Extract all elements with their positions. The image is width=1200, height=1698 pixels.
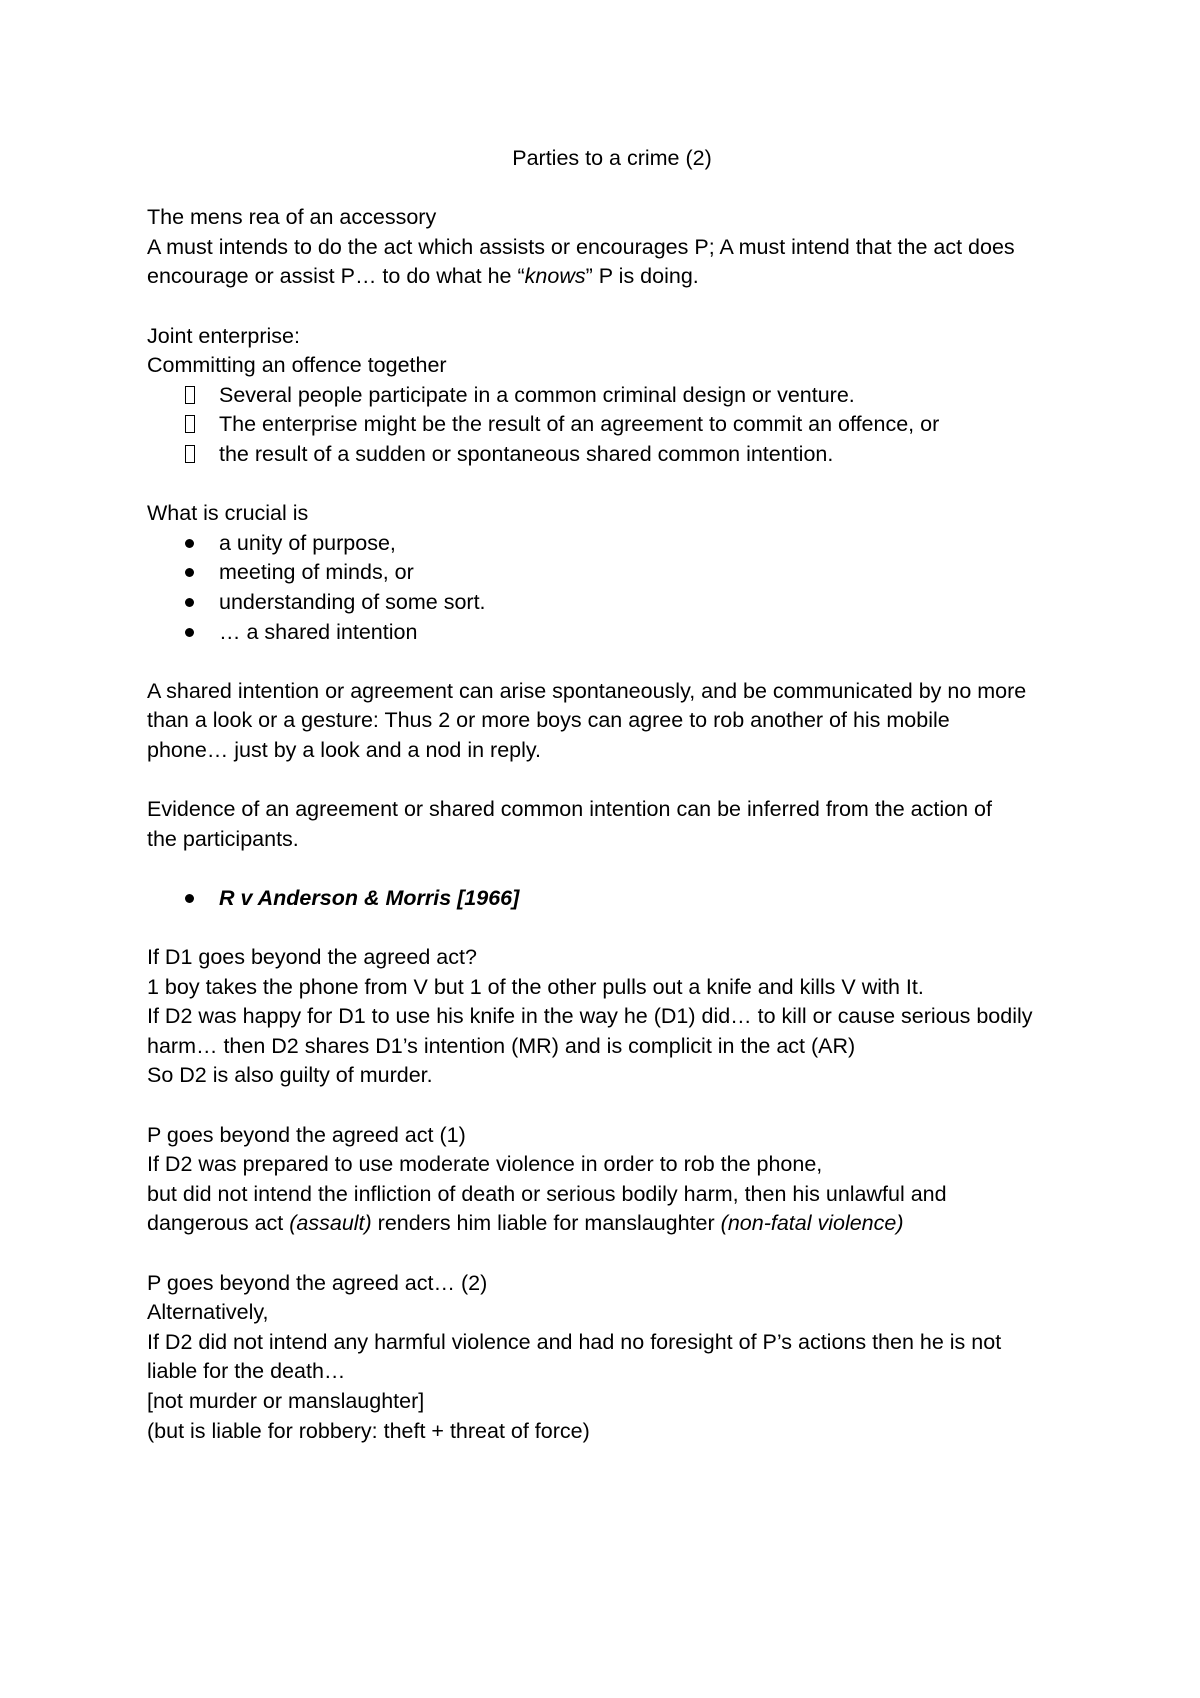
joint-enterprise-section	[147, 322, 1077, 470]
p-beyond-1-line-1: If D2 was prepared to use moderate violence in order to rob the phone,	[147, 1152, 823, 1177]
mens-rea-line-2-pre: encourage or assist P… to do what he “	[147, 264, 525, 289]
shared-intention-line-3: phone… just by a look and a nod in reply.	[147, 737, 542, 762]
list-item	[147, 558, 1077, 588]
bullet-dot-icon	[185, 529, 205, 559]
shared-intention-line-1: A shared intention or agreement can arise spontaneously, and be communicated by no more	[147, 678, 1027, 703]
p-beyond-2-line-3: liable for the death…	[147, 1359, 346, 1384]
evidence-line-2: the participants.	[147, 826, 299, 851]
evidence-line-1: Evidence of an agreement or shared common intention can be inferred from the action of	[147, 797, 992, 822]
bullet-dot-icon	[185, 588, 205, 618]
list-item-text: The enterprise might be the result of an agreement to commit an offence, or	[219, 412, 940, 437]
p-beyond-1-line-3-pre: dangerous act	[147, 1211, 290, 1236]
p-beyond-1-line-3	[147, 1209, 1077, 1239]
list-item	[147, 618, 1077, 648]
p-beyond-2-section	[147, 1269, 1077, 1447]
beyond-agreed-line-3: If D2 was happy for D1 to use his knife in the way he (D1) did… to kill or cause serious bodily	[147, 1004, 1033, 1029]
case-section	[147, 884, 1077, 914]
p-beyond-2-line-1: Alternatively,	[147, 1300, 269, 1325]
crucial-heading: What is crucial is	[147, 501, 309, 526]
mens-rea-heading: The mens rea of an accessory	[147, 205, 437, 230]
non-fatal-violence-italic: (non-fatal violence)	[720, 1211, 904, 1236]
list-item	[147, 588, 1077, 618]
list-item-text: … a shared intention	[219, 619, 418, 644]
p-beyond-2-heading: P goes beyond the agreed act… (2)	[147, 1270, 488, 1295]
mens-rea-section	[147, 203, 1077, 292]
beyond-agreed-line-5: So D2 is also guilty of murder.	[147, 1063, 433, 1088]
joint-enterprise-list	[147, 381, 1077, 470]
case-list	[147, 884, 1077, 914]
bullet-dot-icon	[185, 558, 205, 588]
document-content	[147, 144, 1077, 1476]
p-beyond-1-line-2: but did not intend the infliction of death or serious bodily harm, then his unlawful and	[147, 1181, 947, 1206]
list-item	[147, 381, 1077, 411]
bullet-dot-icon	[185, 618, 205, 648]
shared-intention-line-2: than a look or a gesture: Thus 2 or more boys can agree to rob another of his mobile	[147, 708, 950, 733]
missing-glyph-bullet-icon	[185, 410, 205, 440]
mens-rea-line-1: A must intends to do the act which assists or encourages P; A must intend that the act does	[147, 234, 1015, 259]
list-item-text: Several people participate in a common criminal design or venture.	[219, 382, 855, 407]
shared-intention-paragraph	[147, 677, 1077, 766]
joint-enterprise-heading: Joint enterprise:	[147, 323, 300, 348]
page-title: Parties to a crime (2)	[512, 146, 712, 170]
p-beyond-1-section	[147, 1121, 1077, 1239]
beyond-agreed-paragraph	[147, 943, 1077, 1091]
p-beyond-2-line-2: If D2 did not intend any harmful violence and had no foresight of P’s actions then he is not	[147, 1329, 1002, 1354]
list-item-text: a unity of purpose,	[219, 530, 396, 555]
bullet-dot-icon	[185, 884, 205, 914]
mens-rea-knows-italic: knows	[524, 264, 586, 289]
assault-italic: (assault)	[289, 1211, 372, 1236]
list-item-text: meeting of minds, or	[219, 560, 414, 585]
crucial-list	[147, 529, 1077, 647]
beyond-agreed-line-2: 1 boy takes the phone from V but 1 of the other pulls out a knife and kills V with It.	[147, 974, 924, 999]
list-item	[147, 440, 1077, 470]
joint-enterprise-subheading: Committing an offence together	[147, 353, 447, 378]
beyond-agreed-line-4: harm… then D2 shares D1’s intention (MR) and is complicit in the act (AR)	[147, 1033, 856, 1058]
p-beyond-1-line-3-mid: renders him liable for manslaughter	[371, 1211, 721, 1236]
beyond-agreed-line-1: If D1 goes beyond the agreed act?	[147, 945, 477, 970]
mens-rea-line-2-post: ” P is doing.	[585, 264, 699, 289]
mens-rea-line-2	[147, 262, 1077, 292]
list-item	[147, 410, 1077, 440]
p-beyond-2-line-5: (but is liable for robbery: theft + threat of force)	[147, 1418, 590, 1443]
case-name: R v Anderson & Morris [1966]	[219, 885, 520, 910]
list-item-text: understanding of some sort.	[219, 589, 486, 614]
list-item-text: the result of a sudden or spontaneous shared common intention.	[219, 441, 834, 466]
crucial-section	[147, 499, 1077, 647]
list-item	[147, 529, 1077, 559]
missing-glyph-bullet-icon	[185, 381, 205, 411]
p-beyond-2-line-4: [not murder or manslaughter]	[147, 1388, 425, 1413]
list-item	[147, 884, 1077, 914]
missing-glyph-bullet-icon	[185, 440, 205, 470]
p-beyond-1-heading: P goes beyond the agreed act (1)	[147, 1122, 466, 1147]
evidence-paragraph	[147, 795, 1077, 854]
